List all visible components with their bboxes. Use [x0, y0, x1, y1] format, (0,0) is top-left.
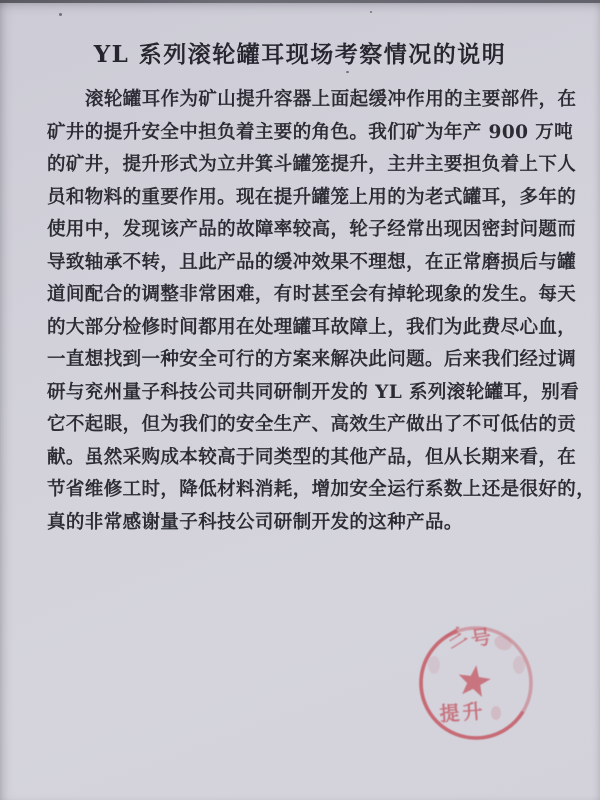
body-line: 的矿井，提升形式为立井箕斗罐笼提升，主井主要担负着上下人	[47, 154, 577, 175]
body-line: 矿井的提升安全中担负着主要的角色。我们矿为年产 900 万吨	[47, 121, 574, 143]
body-line: 节省维修工时，降低材料消耗，增加安全运行系数上还是很好的，	[47, 479, 596, 500]
body-line: 研与兖州量子科技公司共同研制开发的 YL 系列滚轮罐耳，别看	[47, 381, 580, 403]
body-line: 导致轴承不转，且此产品的缓冲效果不理想，在正常磨损后与罐	[47, 251, 577, 273]
body-line: 员和物料的重要作用。现在提升罐笼上用的为老式罐耳，多年的	[47, 186, 577, 208]
body-line: 使用中，发现该产品的故障率较高，轮子经常出现因密封问题而	[47, 219, 577, 240]
body-line: 一直想找到一种安全可行的方案来解决此问题。后来我们经过调	[47, 349, 577, 370]
scan-speck	[346, 71, 349, 73]
stamp-faded-smudge	[513, 656, 525, 674]
official-stamp	[406, 613, 546, 753]
scan-speck	[370, 11, 372, 13]
body-line: 它不起眼，但为我们的安全生产、高效生产做出了不可低估的贡	[47, 414, 577, 435]
stamp-arc-char: 号	[469, 624, 493, 651]
scan-edge-shadow	[0, 0, 600, 3]
body-line: 献。虽然采购成本较高于同类型的其他产品，但从长期来看，在	[47, 446, 577, 468]
body-line: 滚轮罐耳作为矿山提升容器上面起缓冲作用的主要部件，在	[85, 89, 577, 110]
body-line: 真的非常感谢量子科技公司研制开发的这种产品。	[47, 511, 463, 533]
stamp-arc-char: 三	[440, 622, 471, 654]
stamp-faded-smudge	[428, 656, 440, 674]
star-icon	[456, 663, 492, 698]
document-title: YL 系列滚轮罐耳现场考察情况的说明	[93, 41, 507, 68]
scan-speck	[59, 13, 62, 16]
stamp-faded-smudge	[492, 633, 514, 653]
stamp-faded-smudge	[491, 706, 501, 720]
document-body	[47, 84, 596, 539]
stamp-bottom-text: 提升	[438, 698, 487, 726]
body-line: 的大部分检修时间都用在处理罐耳故障上，我们为此费尽心血，	[47, 316, 577, 338]
body-line: 道间配合的调整非常困难，有时甚至会有掉轮现象的发生。每天	[47, 284, 577, 305]
